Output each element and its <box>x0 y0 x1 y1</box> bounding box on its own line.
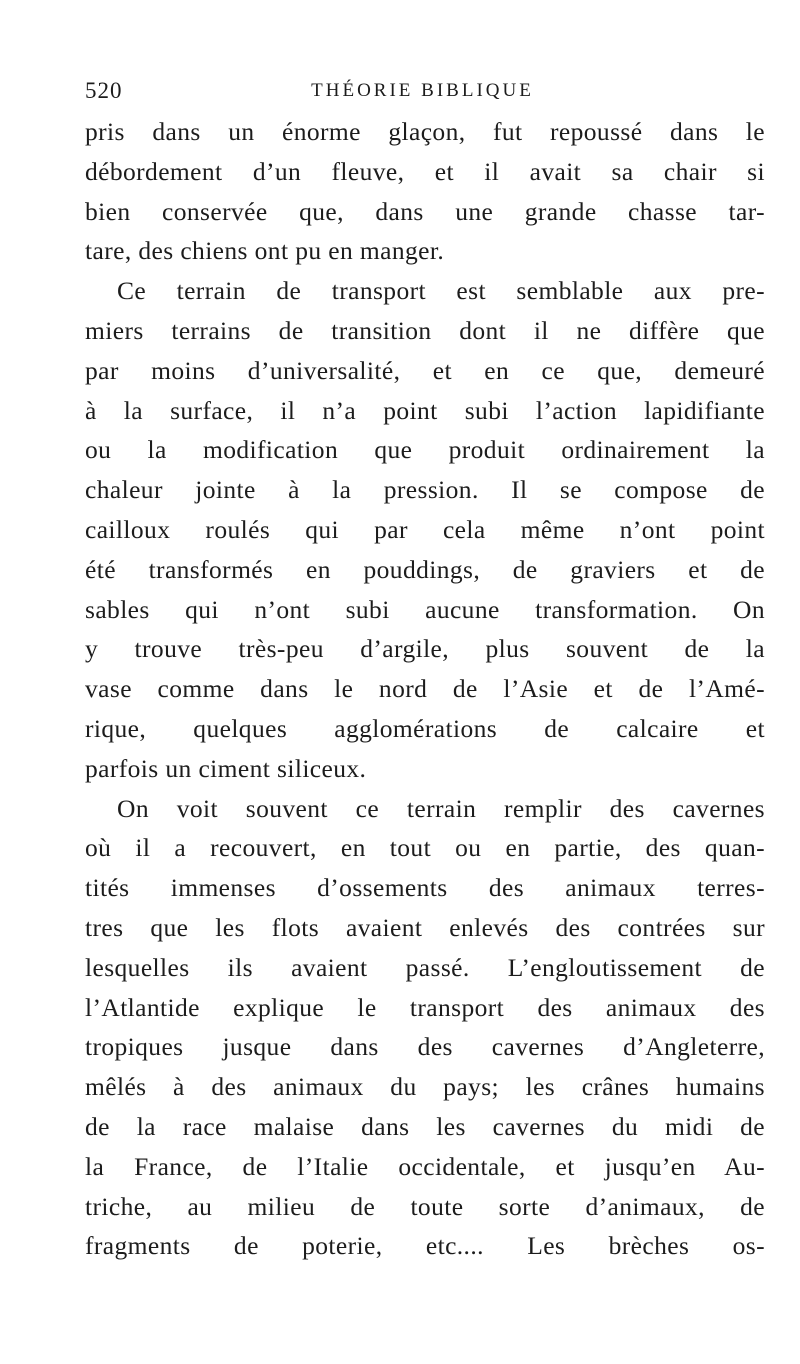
text-line: pris dans un énorme glaçon, fut repoussé dans le <box>85 117 765 146</box>
text-line: la France, de l’Italie occidentale, et jusqu’en Au- <box>85 1151 765 1181</box>
running-title: THÉORIE BIBLIQUE <box>311 80 534 101</box>
text-line: miers terrains de transition dont il ne diffère que <box>85 315 765 345</box>
text-line: de la race malaise dans les cavernes du midi de <box>85 1111 765 1141</box>
page-header <box>85 78 760 108</box>
text-line: chaleur jointe à la pression. Il se compose de <box>85 475 765 505</box>
text-line: On voit souvent ce terrain remplir des cavernes <box>117 793 765 823</box>
text-line: lesquelles ils avaient passé. L’engloutissement de <box>85 952 765 982</box>
text-line: où il a recouvert, en tout ou en partie, des quan- <box>85 833 765 863</box>
text-line: tités immenses d’ossements des animaux terres- <box>85 873 765 903</box>
text-line: ou la modification que produit ordinairement la <box>85 435 765 465</box>
text-line: y trouve très-peu d’argile, plus souvent de la <box>85 634 765 664</box>
text-line: cailloux roulés qui par cela même n’ont point <box>85 514 765 544</box>
text-line: tropiques jusque dans des cavernes d’Angleterre, <box>85 1032 765 1062</box>
text-line: tres que les flots avaient enlevés des contrées sur <box>85 912 765 942</box>
text-line: à la surface, il n’a point subi l’action lapidifiante <box>85 395 765 425</box>
body-text <box>85 112 765 1266</box>
text-line: débordement d’un fleuve, et il avait sa chair si <box>85 156 765 186</box>
text-line: été transformés en pouddings, de graviers et de <box>85 554 765 584</box>
text-line: par moins d’universalité, et en ce que, demeuré <box>85 355 765 385</box>
page-number: 520 <box>85 78 123 103</box>
text-line: bien conservée que, dans une grande chasse tar- <box>85 196 765 226</box>
text-line: sables qui n’ont subi aucune transformation. On <box>85 594 765 624</box>
text-line: vase comme dans le nord de l’Asie et de l’Amé- <box>85 674 765 704</box>
text-line: parfois un ciment siliceux. <box>85 753 367 783</box>
text-line: mêlés à des animaux du pays; les crânes humains <box>85 1072 765 1102</box>
text-line: fragments de poterie, etc.... Les brèches os- <box>85 1231 765 1261</box>
text-line: l’Atlantide explique le transport des animaux des <box>85 992 765 1022</box>
text-line: tare, des chiens ont pu en manger. <box>85 236 445 266</box>
text-line: triche, au milieu de toute sorte d’animaux, de <box>85 1191 765 1221</box>
text-line: rique, quelques agglomérations de calcaire et <box>85 713 765 743</box>
text-line: Ce terrain de transport est semblable aux pre- <box>117 276 765 306</box>
